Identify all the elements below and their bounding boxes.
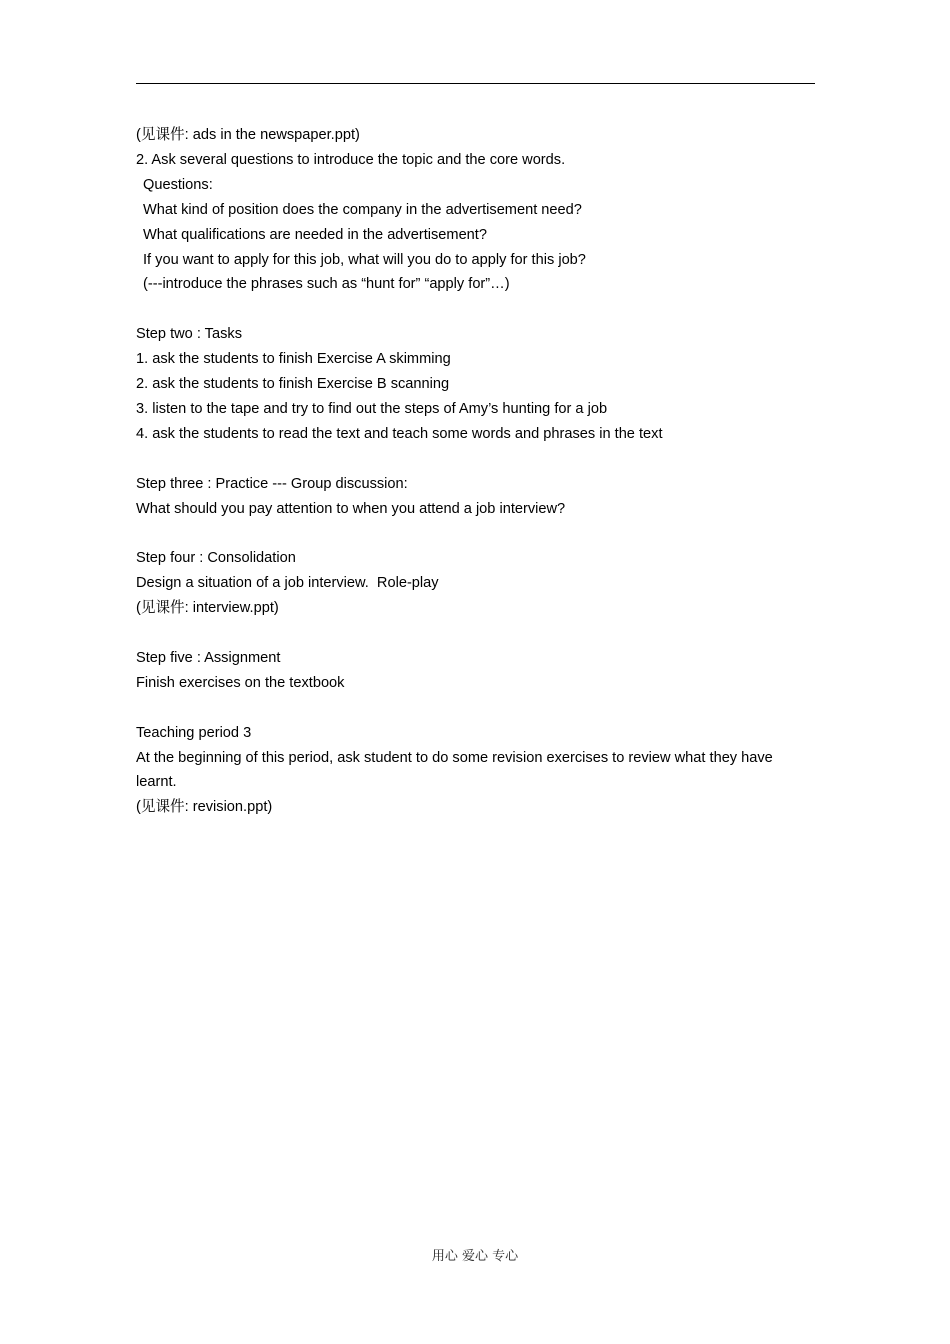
text-line: 1. ask the students to finish Exercise A skimming — [136, 351, 451, 368]
text-line: Step two : Tasks — [136, 326, 242, 343]
text-line: What should you pay attention to when you attend a job interview? — [136, 500, 566, 517]
blank-line — [136, 297, 816, 322]
text-line: learnt. — [136, 774, 177, 791]
blank-line — [136, 447, 816, 472]
text-line: Step five : Assignment — [136, 649, 281, 666]
text-line: What qualifications are needed in the advertisement? — [143, 226, 487, 243]
text-line: (见课件: interview.ppt) — [136, 600, 279, 617]
text-line: 2. Ask several questions to introduce the topic and the core words. — [136, 151, 566, 168]
text-line: (---introduce the phrases such as “hunt for” “apply for”…) — [143, 276, 510, 293]
document-body — [136, 123, 816, 820]
text-line: Questions: — [143, 176, 213, 193]
text-line: (见课件: revision.ppt) — [136, 799, 273, 816]
text-line: If you want to apply for this job, what will you do to apply for this job? — [143, 251, 586, 268]
text-line: Step three : Practice --- Group discussion: — [136, 475, 408, 492]
blank-line — [136, 621, 816, 646]
text-line: 3. listen to the tape and try to find out the steps of Amy’s hunting for a job — [136, 400, 608, 417]
text-line: 2. ask the students to finish Exercise B scanning — [136, 376, 450, 393]
text-line: What kind of position does the company in the advertisement need? — [143, 201, 582, 218]
text-line: Design a situation of a job interview. Role-play — [136, 575, 439, 592]
text-line: At the beginning of this period, ask student to do some revision exercises to review what they have — [136, 749, 773, 766]
text-line: 4. ask the students to read the text and teach some words and phrases in the text — [136, 425, 663, 442]
text-line: Finish exercises on the textbook — [136, 674, 345, 691]
blank-line — [136, 696, 816, 721]
header-rule — [136, 83, 815, 84]
page-footer: 用心 爱心 专心 — [431, 1249, 519, 1264]
blank-line — [136, 521, 816, 546]
text-line: Step four : Consolidation — [136, 550, 296, 567]
text-line: Teaching period 3 — [136, 724, 252, 741]
text-line: (见课件: ads in the newspaper.ppt) — [136, 127, 360, 143]
